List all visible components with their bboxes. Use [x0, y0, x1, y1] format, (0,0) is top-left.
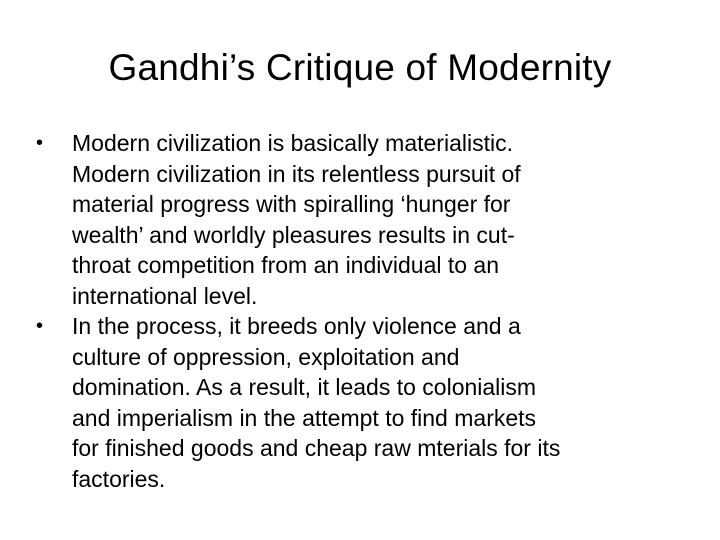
bullet-list [36, 128, 676, 494]
bullet-line: factories. [72, 465, 166, 492]
bullet-line: for finished goods and cheap raw mterials for its [72, 435, 561, 461]
bullet-line: In the process, it breeds only violence and a [72, 313, 521, 339]
bullet-item-materialism [36, 128, 676, 311]
bullet-line: Modern civilization is basically materialistic. [72, 130, 513, 156]
bullet-line: and imperialism in the attempt to find markets [72, 404, 537, 431]
bullet-line: Modern civilization in its relentless pursuit of [72, 160, 521, 187]
bullet-line: wealth’ and worldly pleasures results in cut- [72, 221, 515, 248]
bullet-line: material progress with spiralling ‘hunger for [72, 191, 511, 217]
bullet-line: international level. [72, 282, 258, 309]
bullet-item-violence [36, 311, 676, 494]
bullet-line: throat competition from an individual to an [72, 252, 500, 278]
bullet-line: domination. As a result, it leads to colonialism [72, 374, 537, 400]
bullet-line: culture of oppression, exploitation and [72, 343, 460, 370]
bullet-marker-icon: • [36, 315, 44, 337]
slide-title: Gandhi’s Critique of Modernity [108, 47, 612, 88]
bullet-marker-icon: • [36, 132, 44, 154]
